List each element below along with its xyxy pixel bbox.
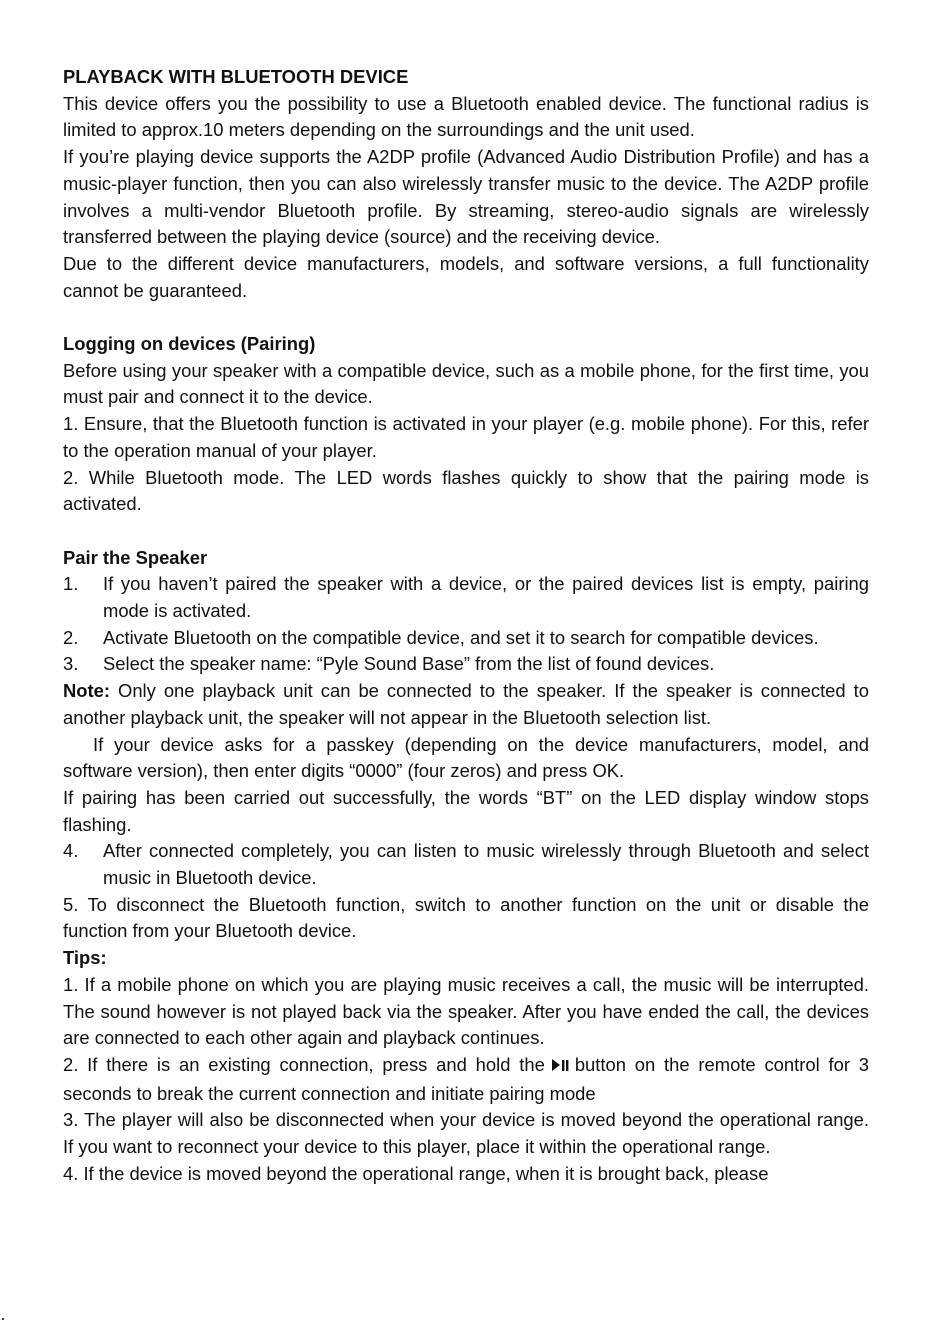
pair-step-1 — [63, 571, 869, 624]
passkey-paragraph: If your device asks for a passkey (depending on the device manufacturers, model, and software version), then enter digits “0000” (four zeros) and press OK. — [63, 733, 869, 782]
tip-2-before: 2. If there is an existing connection, press and hold the — [63, 1053, 545, 1075]
pair-step-2 — [63, 625, 869, 652]
intro-paragraph-1: This device offers you the possibility to use a Bluetooth enabled device. The functional radius is limited to approx.10 meters depending on the surroundings and the unit used. — [63, 92, 869, 141]
step-number: 1. — [63, 573, 79, 595]
logging-paragraph-3: 2. While Bluetooth mode. The LED words flashes quickly to show that the pairing mode is activated. — [63, 466, 869, 515]
step-text: If you haven’t paired the speaker with a device, or the paired devices list is empty, pairing mode is activated. — [103, 573, 869, 622]
section-heading-playback: PLAYBACK WITH BLUETOOTH DEVICE — [63, 66, 409, 87]
section-heading-pair: Pair the Speaker — [63, 546, 208, 568]
intro-paragraph-2: If you’re playing device supports the A2DP profile (Advanced Audio Distribution Profile) and has a music-player function, then you can also wirelessly transfer music to the device. The A2DP profile involves a multi-vendor Bluetooth profile. By streaming, stereo-audio signals are wirelessly transferred between the playing device (source) and the receiving device. — [63, 146, 869, 248]
tip-1: 1. If a mobile phone on which you are playing music receives a call, the music will be interrupted. The sound however is not played back via the speaker. After you have ended the call, the devices are connected to each other again and playback continues. — [63, 973, 869, 1049]
pair-step-4 — [63, 838, 869, 891]
manual-page — [63, 64, 869, 1188]
spacer — [63, 304, 869, 331]
note-label: Note: — [63, 680, 110, 702]
step-5-paragraph: 5. To disconnect the Bluetooth function, switch to another function on the unit or disable the function from your Bluetooth device. — [63, 893, 869, 942]
scan-mark — [2, 1318, 4, 1320]
step-text: Select the speaker name: “Pyle Sound Base” from the list of found devices. — [103, 653, 715, 675]
step-number: 3. — [63, 653, 79, 675]
tip-3: 3. The player will also be disconnected when your device is moved beyond the operational range. If you want to reconnect your device to this player, place it within the operational range. — [63, 1109, 869, 1158]
note-paragraph — [63, 678, 869, 731]
spacer — [63, 518, 869, 545]
note-text: Only one playback unit can be connected to the speaker. If the speaker is connected to another playback unit, the speaker will not appear in the Bluetooth selection list. — [63, 680, 869, 728]
logging-paragraph-2: 1. Ensure, that the Bluetooth function is activated in your player (e.g. mobile phone). For this, refer to the operation manual of your player. — [63, 413, 869, 461]
logging-paragraph-1: Before using your speaker with a compatible device, such as a mobile phone, for the first time, you must pair and connect it to the device. — [63, 359, 869, 408]
tips-heading: Tips: — [63, 947, 107, 969]
play-pause-icon — [551, 1054, 571, 1081]
pairing-success-paragraph: If pairing has been carried out successfully, the words “BT” on the LED display window stops flashing. — [63, 786, 869, 835]
step-text: Activate Bluetooth on the compatible device, and set it to search for compatible devices. — [103, 626, 819, 648]
tip-2 — [63, 1052, 869, 1107]
intro-paragraph-3: Due to the different device manufacturers, models, and software versions, a full functionality cannot be guaranteed. — [63, 252, 869, 301]
pair-step-3 — [63, 651, 869, 678]
step-text: After connected completely, you can listen to music wirelessly through Bluetooth and select music in Bluetooth device. — [103, 840, 869, 889]
step-number: 4. — [63, 840, 79, 862]
tip-4: 4. If the device is moved beyond the operational range, when it is brought back, please — [63, 1162, 769, 1184]
step-number: 2. — [63, 626, 79, 648]
tip-2-after: button on the remote control for 3 seconds to break the current connection and initiate pairing mode — [63, 1053, 870, 1104]
section-heading-logging: Logging on devices (Pairing) — [63, 333, 316, 355]
